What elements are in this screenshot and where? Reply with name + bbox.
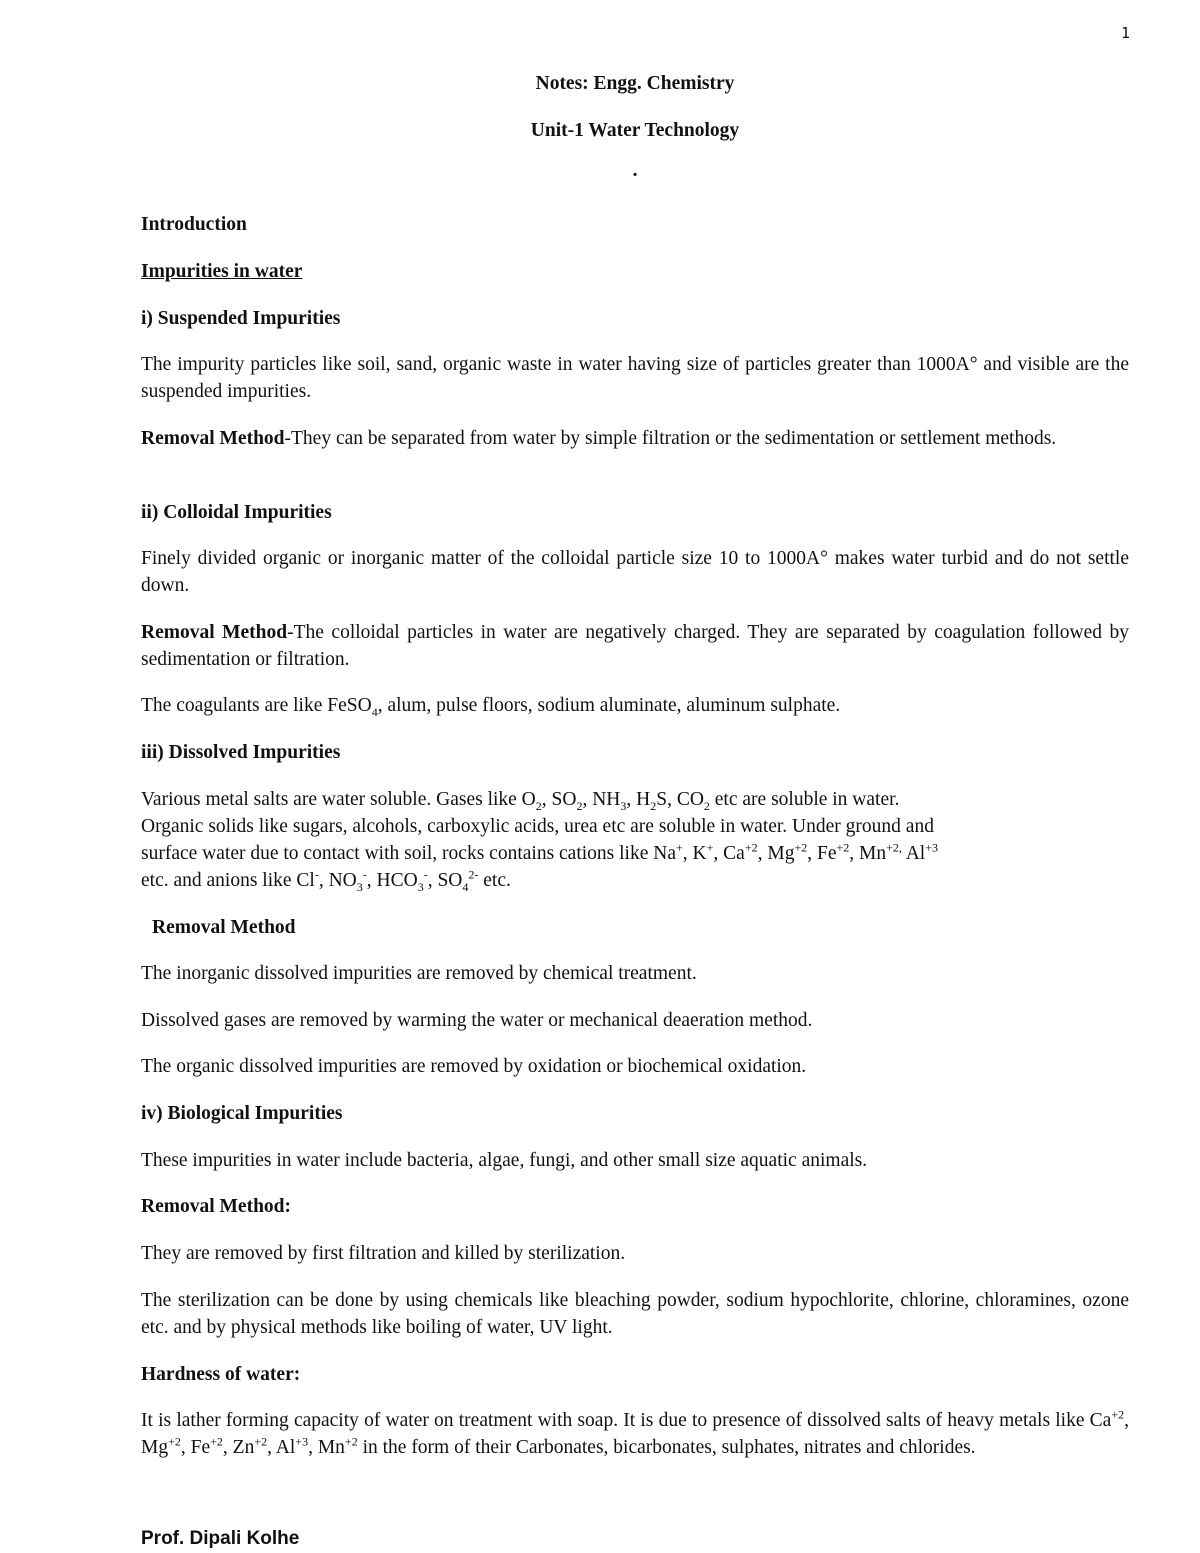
separator-dot: . (632, 160, 638, 181)
biological-heading: iv) Biological Impurities (141, 1103, 343, 1124)
dissolved-removal-3: The organic dissolved impurities are removed by oxidation or biochemical oxidation. (141, 1056, 807, 1077)
colloidal-text: Finely divided organic or inorganic matter of the colloidal particle size 10 to 1000A° makes water turbid and do not settle down. (141, 548, 1129, 596)
introduction-heading: Introduction (141, 214, 247, 235)
hardness-heading: Hardness of water: (141, 1364, 301, 1385)
colloidal-removal (141, 619, 1129, 673)
biological-removal-2: The sterilization can be done by using chemicals like bleaching powder, sodium hypochlorite, chlorine, chloramines, ozone etc. and by physical methods like boiling of water, UV light. (141, 1290, 1129, 1338)
dissolved-removal-1: The inorganic dissolved impurities are removed by chemical treatment. (141, 963, 697, 984)
dissolved-line-4: etc. and anions like Cl-, $NO_3^-$, $HCO_3^-$, $SO_4^{2-}$ etc. (141, 867, 511, 894)
dissolved-heading: iii) Dissolved Impurities (141, 742, 341, 763)
removal-text: -They can be separated from water by simple filtration or the sedimentation or settlement methods. (284, 428, 1057, 449)
dissolved-removal-heading: Removal Method (152, 917, 296, 938)
suspended-text: The impurity particles like soil, sand, organic waste in water having size of particles greater than 1000A° and visible are the suspended impurities. (141, 354, 1129, 402)
dissolved-removal-2: Dissolved gases are removed by warming the water or mechanical deaeration method. (141, 1010, 813, 1031)
removal-label: Removal Method (141, 428, 285, 449)
biological-removal-1: They are removed by first filtration and killed by sterilization. (141, 1243, 626, 1264)
hardness-text: It is lather forming capacity of water on treatment with soap. It is due to presence of dissolved salts of heavy metals like $Ca^{+2}$, $Mg^{+2}$, $Fe^{+2}$, $Zn^{+2}$, $Al^{+3}$, $Mn^{+2}$ in the form of their Carbonates, bicarbonates, sulphates, nitrates and chlorides. (141, 1407, 1129, 1458)
biological-removal-heading: Removal Method: (141, 1196, 292, 1217)
coagulants-text: The coagulants are like FeSO$_4$, alum, pulse floors, sodium aluminate, aluminum sulphate. (141, 695, 841, 719)
colloidal-heading: ii) Colloidal Impurities (141, 502, 332, 523)
removal-text: -The colloidal particles in water are negatively charged. They are separated by coagulation followed by sedimentation or filtration. (141, 622, 1129, 670)
dissolved-line-3: surface water due to contact with soil, rocks contains cations like Na+, K+, $Ca^{+2}$, $Mg^{+2}$, $Fe^{+2}$, $Mn^{+2,}$ $Al^{+3}$ (141, 840, 938, 864)
footer-author: Prof. Dipali Kolhe (141, 1528, 300, 1549)
dissolved-text (141, 786, 1141, 894)
suspended-removal (141, 425, 1129, 452)
suspended-heading: i) Suspended Impurities (141, 308, 341, 329)
page-number: 1 (1120, 24, 1130, 42)
biological-text: These impurities in water include bacteria, algae, fungi, and other small size aquatic animals. (141, 1150, 868, 1171)
dissolved-line-1: Various metal salts are water soluble. Gases like $O_2$, $SO_2$, $NH_3$, $H_2S$, $CO_2$ etc are soluble in water. (141, 789, 900, 813)
dissolved-line-2: Organic solids like sugars, alcohols, carboxylic acids, urea etc are soluble in water. Under ground and (141, 816, 934, 837)
impurities-heading: Impurities in water (141, 261, 303, 282)
doc-subtitle: Unit-1 Water Technology (530, 120, 740, 141)
removal-label: Removal Method (141, 622, 288, 643)
doc-title: Notes: Engg. Chemistry (535, 73, 735, 94)
